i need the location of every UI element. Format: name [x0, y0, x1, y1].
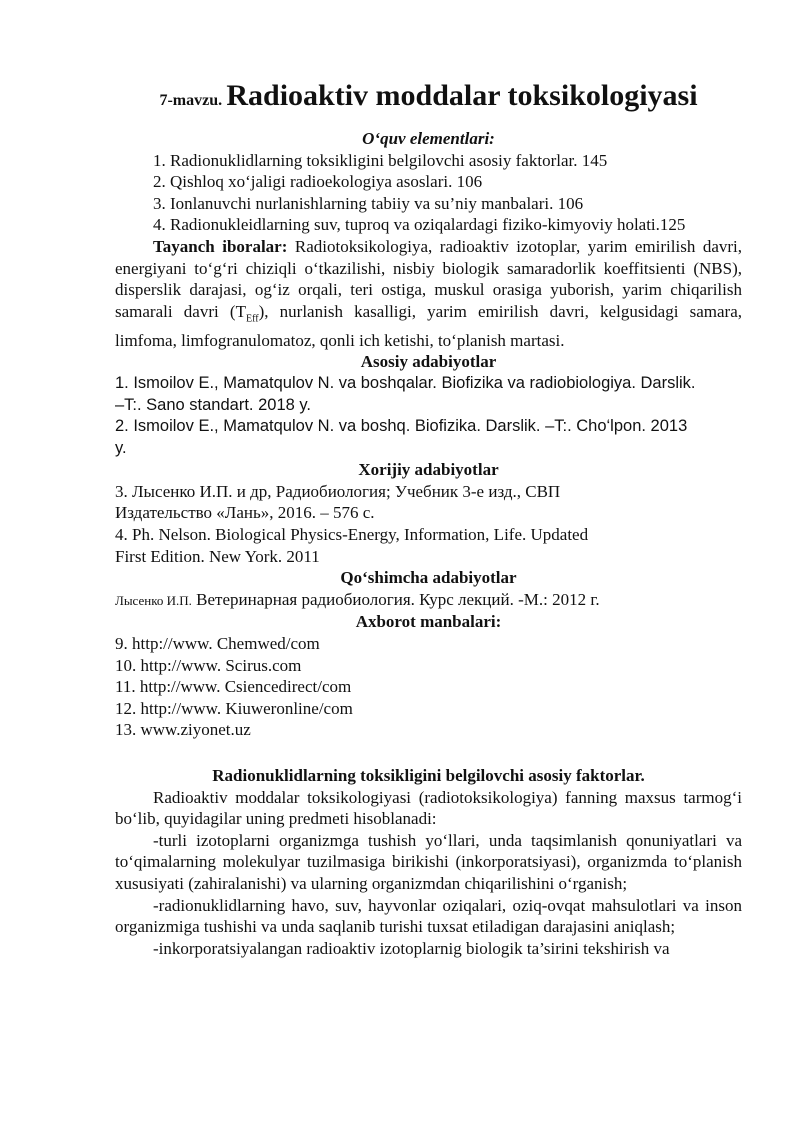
source-line: 11. http://www. Csiencedirect/com	[115, 677, 352, 697]
extra-literature-heading: Qo‘shimcha adabiyotlar	[340, 568, 517, 588]
topic-number: 7-mavzu.	[159, 92, 223, 109]
element-item: 3. Ionlanuvchi nurlanishlarning tabiiy va su’niy manbalari. 106	[153, 193, 584, 213]
section-bullet: -turli izotoplarni organizmga tushish yo‘llari, unda taqsimlanish qonuniyatlari va to‘qimalarning molekulyar tuzilmasiga birikishi (inkorporatsiyasi), organizmda to‘planish xususiyati (zahiralanishi) va ularning organizmdan chiqarilishini o‘rganish;	[115, 830, 742, 893]
element-item: 1. Radionuklidlarning toksikligini belgilovchi asosiy faktorlar. 145	[153, 150, 608, 170]
document-page	[115, 78, 742, 959]
section-bullet: -radionuklidlarning havo, suv, hayvonlar oziqalari, oziq-ovqat mahsulotlari va inson organizmiga tushishi va unda saqlanib turishi tuxsat etiladigan darajasini aniqlash;	[115, 895, 742, 937]
keywords-label: Tayanch iboralar:	[153, 236, 288, 256]
literature-line: –T:. Sano standart. 2018 y.	[115, 395, 311, 414]
section-intro: Radioaktiv moddalar toksikologiyasi (radiotoksikologiya) fanning maxsus tarmog‘i bo‘lib, quyidagilar uning predmeti hisoblanadi:	[115, 787, 742, 829]
keywords-paragraph	[115, 236, 742, 351]
eff-subscript: Eff	[245, 313, 259, 325]
main-literature-heading: Asosiy adabiyotlar	[360, 352, 497, 372]
element-item: 4. Radionukleidlarning suv, tuproq va oziqalardagi fiziko-kimyoviy holati.125	[153, 215, 686, 235]
source-line: 9. http://www. Chemwed/com	[115, 634, 320, 654]
literature-line: 4. Ph. Nelson. Biological Physics-Energy, Information, Life. Updated	[115, 525, 589, 545]
page-title	[115, 78, 742, 114]
literature-line: 3. Лысенко И.П. и др, Радиобиология; Учебник 3-е изд., СВП	[115, 481, 561, 501]
element-item: 2. Qishloq xo‘jaligi radioekologiya asoslari. 106	[153, 172, 483, 192]
section-heading: Radionuklidlarning toksikligini belgilovchi asosiy faktorlar.	[212, 766, 645, 786]
section-bullet: -inkorporatsiyalangan radioaktiv izotoplarnig biologik ta’sirini tekshirish va	[153, 938, 670, 958]
literature-line: y.	[115, 438, 127, 457]
source-line: 10. http://www. Scirus.com	[115, 655, 302, 675]
keywords-text-end: ), nurlanish kasalligi, yarim emirilish davri, kelgusidagi samara, limfoma, limfogranulomatoz, qonli ich ketishi, to‘planish martasi.	[115, 301, 743, 350]
elements-heading: O‘quv elementlari:	[362, 129, 495, 148]
literature-line: 2. Ismoilov E., Mamatqulov N. va boshq. Biofizika. Darslik. –T:. Cho‘lpon. 2013	[115, 417, 688, 436]
foreign-literature-heading: Xorijiy adabiyotlar	[358, 460, 499, 480]
extra-literature-text: Ветеринарная радиобиология. Курс лекций. -М.: 2012 г.	[191, 589, 600, 609]
extra-literature-line	[115, 589, 742, 612]
sources-heading: Axborot manbalari:	[355, 612, 502, 632]
literature-line: First Edition. New York. 2011	[115, 546, 320, 566]
keywords-text: Radiotoksikologiya, radioaktiv izotoplar, yarim emirilish davri, energiyani to‘g‘ri chiziqli o‘tkazilishi, nisbiy biologik samaradorlik koeffitsienti (NBS), disperslik darajasi, og‘iz orqali, teri ostiga, muskul orasiga yuborish, yarim chiqarilish samarali davri (T	[115, 236, 742, 321]
source-line: 13. www.ziyonet.uz	[115, 720, 251, 740]
topic-title: Radioaktiv moddalar toksikologiyasi	[226, 79, 698, 112]
source-line: 12. http://www. Kiuweronline/com	[115, 698, 353, 718]
literature-line: 1. Ismoilov E., Mamatqulov N. va boshqalar. Biofizika va radiobiologiya. Darslik.	[115, 373, 696, 392]
extra-literature-author: Лысенко И.П.	[115, 592, 192, 608]
literature-line: Издательство «Лань», 2016. – 576 с.	[115, 503, 375, 523]
section-spacer	[115, 741, 742, 765]
